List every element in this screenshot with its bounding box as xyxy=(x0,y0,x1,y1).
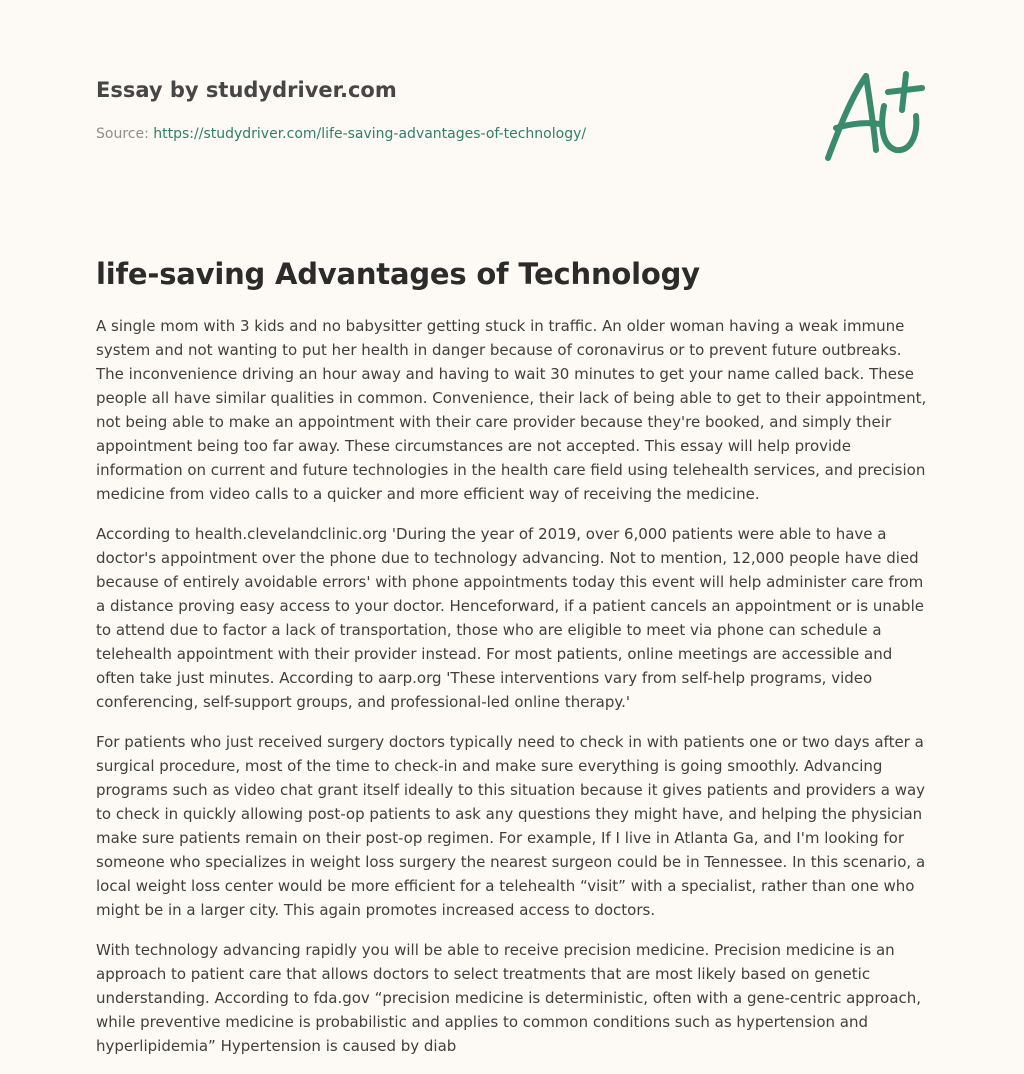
a-plus-logo-icon xyxy=(818,66,930,166)
essay-header xyxy=(96,76,796,144)
essay-paragraph: According to health.clevelandclinic.org 'During the year of 2019, over 6,000 patients were able to have a doctor's appointment over the phone due to technology advancing. Not to mention, 12,000 people have died because of entirely avoidable errors' with phone appointments today this event will help administer care from a distance proving easy access to your doctor. Henceforward, if a patient cancels an appointment or is unable to attend due to factor a lack of transportation, those who are eligible to meet via phone can schedule a telehealth appointment with their provider instead. For most patients, online meetings are accessible and often take just minutes. According to aarp.org 'These interventions vary from self-help programs, video conferencing, self-support groups, and professional-led online therapy.' xyxy=(96,525,924,711)
essay-paragraph: For patients who just received surgery doctors typically need to check in with patients one or two days after a surgical procedure, most of the time to check-in and make sure everything is going smoothly. Advancing programs such as video chat grant itself ideally to this situation because it gives patients and providers a way to check in quickly allowing post-op patients to ask any questions they might have, and helping the physician make sure patients remain on their post-op regimen. For example, If I live in Atlanta Ga, and I'm looking for someone who specializes in weight loss surgery the nearest surgeon could be in Tennessee. In this scenario, a local weight loss center would be more efficient for a telehealth “visit” with a specialist, rather than one who might be in a larger city. This again promotes increased access to doctors. xyxy=(96,733,926,919)
source-link[interactable]: https://studydriver.com/life-saving-advantages-of-technology/ xyxy=(153,126,587,142)
essay-body xyxy=(96,314,930,1074)
site-brand: Essay by studydriver.com xyxy=(96,78,397,102)
essay-paragraph: With technology advancing rapidly you will be able to receive precision medicine. Precision medicine is an approach to patient care that allows doctors to select treatments that are most likely based on genetic understanding. According to fda.gov “precision medicine is deterministic, often with a gene-centric approach, while preventive medicine is probabilistic and applies to common conditions such as hypertension and hyperlipidemia” Hypertension is caused by diab xyxy=(96,941,922,1055)
source-label: Source: xyxy=(96,126,154,142)
source-line xyxy=(96,124,796,144)
essay-paragraph: A single mom with 3 kids and no babysitter getting stuck in traffic. An older woman having a weak immune system and not wanting to put her health in danger because of coronavirus or to prevent future outbreaks. The inconvenience driving an hour away and having to wait 30 minutes to get your name called back. These people all have similar qualities in common. Convenience, their lack of being able to get to their appointment, not being able to make an appointment with their care provider because they're booked, and simply their appointment being too far away. These circumstances are not accepted. This essay will help provide information on current and future technologies in the health care field using telehealth services, and precision medicine from video calls to a quicker and more efficient way of receiving the medicine. xyxy=(96,317,927,503)
essay-title: life-saving Advantages of Technology xyxy=(96,257,700,291)
